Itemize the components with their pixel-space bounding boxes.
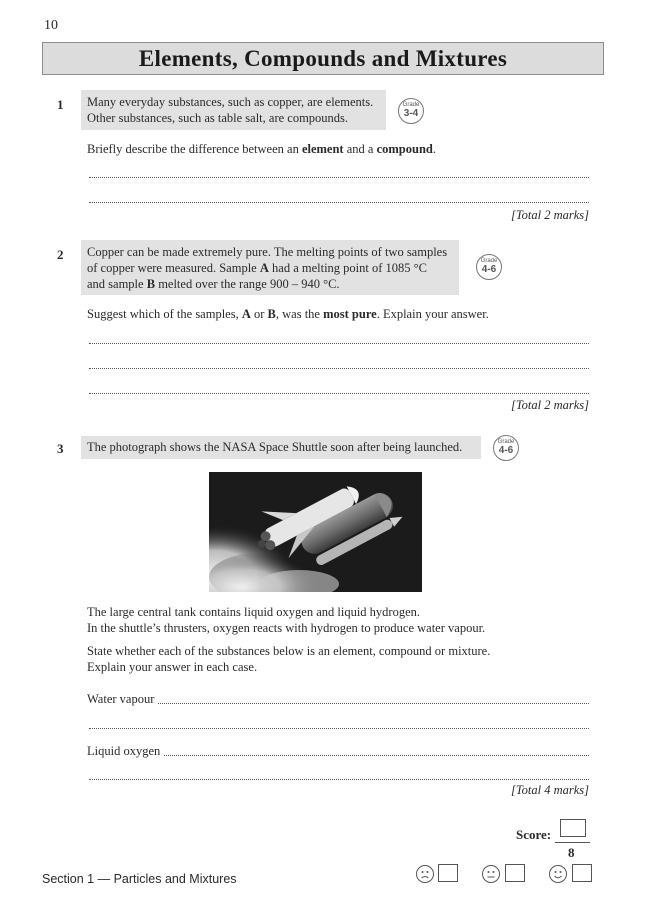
water-vapour-label: Water vapour	[87, 691, 157, 707]
question-1-intro-line-1: Many everyday substances, such as copper, are elements.	[87, 95, 374, 109]
score-divider	[555, 842, 590, 843]
answer-line[interactable]	[89, 703, 589, 704]
question-3-paragraph-2-line-2: Explain your answer in each case.	[87, 660, 258, 674]
sad-face-icon	[416, 865, 434, 883]
grade-badge-q3	[493, 435, 519, 461]
grade-value: 4-6	[498, 445, 514, 456]
grade-word: Grade	[402, 102, 420, 108]
question-2-intro-line-1: Copper can be made extremely pure. The melting points of two samples	[87, 245, 448, 259]
grade-badge-q1	[398, 98, 424, 124]
space-shuttle-photo	[209, 472, 422, 592]
neutral-face-icon	[482, 865, 500, 883]
answer-line[interactable]	[89, 343, 589, 344]
grade-word: Grade	[480, 258, 498, 264]
question-3-paragraph-1	[87, 604, 485, 636]
question-1-number: 1	[57, 97, 64, 112]
answer-line[interactable]	[89, 202, 589, 203]
question-3-intro: The photograph shows the NASA Space Shuttle soon after being launched.	[81, 436, 481, 459]
score-total: 8	[568, 845, 575, 860]
question-1-intro-line-2: Other substances, such as table salt, are compounds.	[87, 111, 349, 125]
self-assessment-box-low[interactable]	[438, 864, 458, 882]
question-3-paragraph-1-line-1: The large central tank contains liquid oxygen and liquid hydrogen.	[87, 605, 421, 619]
question-3-number: 3	[57, 441, 64, 456]
happy-face-icon	[549, 865, 567, 883]
question-3-paragraph-2	[87, 643, 490, 675]
question-3-paragraph-2-line-1: State whether each of the substances below is an element, compound or mixture.	[87, 644, 491, 658]
answer-line[interactable]	[89, 728, 589, 729]
space-shuttle-illustration	[209, 472, 422, 592]
question-2-intro-line-2: of copper were measured. Sample A had a melting point of 1085 °C	[87, 261, 427, 275]
self-assessment-box-high[interactable]	[572, 864, 592, 882]
answer-line[interactable]	[89, 755, 589, 756]
question-3-paragraph-1-line-2: In the shuttle’s thrusters, oxygen reacts with hydrogen to produce water vapour.	[87, 621, 486, 635]
question-1-intro	[81, 90, 386, 130]
page-title-banner	[42, 42, 604, 75]
answer-line[interactable]	[89, 393, 589, 394]
question-1-prompt: Briefly describe the difference between an element and a compound.	[87, 142, 436, 156]
page-number: 10	[44, 18, 58, 33]
answer-line[interactable]	[89, 177, 589, 178]
question-2-prompt: Suggest which of the samples, A or B, was the most pure. Explain your answer.	[87, 307, 489, 321]
liquid-oxygen-label: Liquid oxygen	[87, 743, 163, 759]
grade-value: 4-6	[481, 264, 497, 275]
question-2-intro-line-3: and sample B melted over the range 900 – 940 °C.	[87, 277, 340, 291]
score-box[interactable]	[560, 819, 586, 837]
grade-word: Grade	[497, 439, 515, 445]
self-assessment-box-mid[interactable]	[505, 864, 525, 882]
grade-badge-q2	[476, 254, 502, 280]
page-title: Elements, Compounds and Mixtures	[138, 45, 508, 71]
answer-line[interactable]	[89, 779, 589, 780]
question-2-number: 2	[57, 247, 64, 262]
section-footer: Section 1 — Particles and Mixtures	[42, 872, 237, 886]
question-2-total-marks: [Total 2 marks]	[510, 398, 589, 412]
question-1-total-marks: [Total 2 marks]	[510, 208, 589, 222]
grade-value: 3-4	[403, 108, 419, 119]
question-3-total-marks: [Total 4 marks]	[510, 783, 589, 797]
question-2-intro	[81, 240, 459, 295]
answer-line[interactable]	[89, 368, 589, 369]
score-label: Score:	[516, 827, 552, 842]
